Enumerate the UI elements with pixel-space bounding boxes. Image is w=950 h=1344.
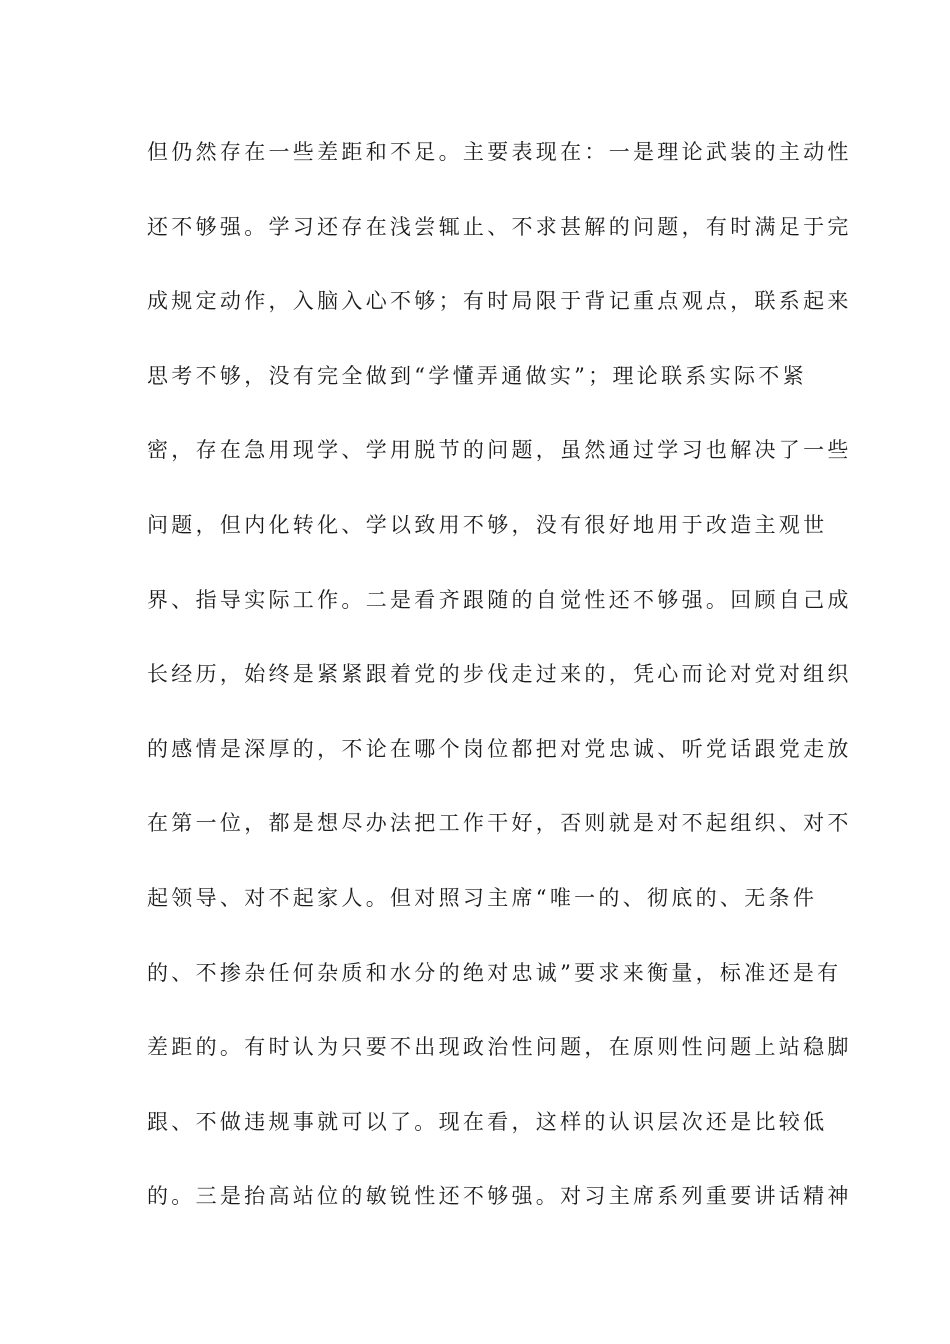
text-line: 起领导、对不起家人。但对照习主席“唯一的、彻底的、无条件 (147, 885, 818, 910)
text-line: 的、不掺杂任何杂质和水分的绝对忠诚”要求来衡量，标准还是有 (147, 960, 842, 985)
text-line: 问题，但内化转化、学以致用不够，没有很好地用于改造主观世 (147, 512, 828, 537)
body-text (147, 130, 852, 1249)
text-line: 的。三是抬高站位的敏锐性还不够强。对习主席系列重要讲话精神 (147, 1184, 852, 1209)
text-line: 密，存在急用现学、学用脱节的问题，虽然通过学习也解决了一些 (147, 438, 852, 463)
text-line: 还不够强。学习还存在浅尝辄止、不求甚解的问题，有时满足于完 (147, 214, 852, 239)
text-line: 但仍然存在一些差距和不足。主要表现在：一是理论武装的主动性 (147, 140, 852, 164)
text-line: 成规定动作，入脑入心不够；有时局限于背记重点观点，联系起来 (147, 289, 852, 314)
text-line: 跟、不做违规事就可以了。现在看，这样的认识层次还是比较低 (147, 1109, 828, 1134)
text-line: 思考不够，没有完全做到“学懂弄通做实”；理论联系实际不紧 (147, 363, 807, 388)
text-line: 的感情是深厚的，不论在哪个岗位都把对党忠诚、听党话跟党走放 (147, 736, 852, 761)
text-line: 界、指导实际工作。二是看齐跟随的自觉性还不够强。回顾自己成 (147, 587, 852, 612)
text-line: 差距的。有时认为只要不出现政治性问题，在原则性问题上站稳脚 (147, 1035, 852, 1060)
text-line: 在第一位，都是想尽办法把工作干好，否则就是对不起组织、对不 (147, 811, 852, 836)
text-line: 长经历，始终是紧紧跟着党的步伐走过来的，凭心而论对党对组织 (147, 662, 852, 687)
